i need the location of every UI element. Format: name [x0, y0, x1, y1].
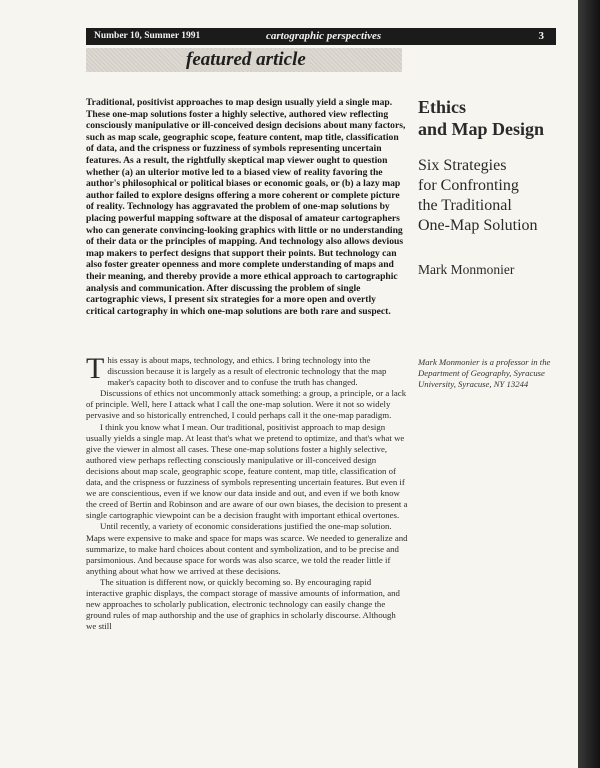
- subtitle-line: for Confronting: [418, 177, 519, 194]
- subtitle-line: One-Map Solution: [418, 217, 538, 234]
- scan-edge-shadow: [578, 0, 600, 768]
- drop-cap: T: [86, 352, 105, 385]
- title-line: Ethics: [418, 97, 467, 117]
- abstract: Traditional, positivist approaches to map design usually yield a single map. These one-map solutions foster a highly selective, authored view reflecting consciously manipulative or ill-conceived design decisions about many factors, such as map scale, geographic scope, feature content, map title, classification of data, and the crispness or fuzziness of symbols representing uncertain features. As a result, the rightfully skeptical map viewer ought to question whether (a) an ulterior motive led to a biased view of reality favoring the author's philosophical or political biases or economic goals, or (b) a lazy map author failed to explore designs offering a more coherent or complete picture of reality. Technology has aggravated the problem of one-map solutions by placing powerful mapping software at the disposal of amateur cartographers who can generate convincing-looking graphics with little or no understanding of their data or the principles of mapping. And technology also allows devious map makers to perfect designs that support their points. But technology can also foster greater openness and more complete understanding of maps and their meaning, and thereby provide a more ethical approach to cartographic analysis and communication. After discussing the problem of single cartographic views, I present six strategies for a more open and overtly critical cartography in which one-map solutions are both rare and suspect.: [86, 97, 406, 317]
- paragraph: The situation is different now, or quickly becoming so. By encouraging rapid interactive graphic displays, the compact storage of massive amounts of information, and new approaches to scholarly publication, electronic technology can easily change the ground rules of map authorship and the use of graphics in scholarly discourse. Although we still: [86, 576, 400, 632]
- paragraph: Until recently, a variety of economic considerations justified the one-map solution. Maps were expensive to make and space for maps was scarce. We needed to generalize and summarize, to make hard choices about content and symbolization, and to be precise and parsimonious. And because space for words was also scarce, we told the reader little if anything about what how we arrived at these decisions.: [86, 521, 408, 576]
- subtitle-line: the Traditional: [418, 197, 512, 214]
- article-body: [86, 352, 408, 632]
- page-number: 3: [538, 30, 544, 42]
- article-subtitle: [418, 156, 578, 236]
- paragraph: Discussions of ethics not uncommonly attack something: a group, a principle, or a lack of principle. Well, here I attack what I call the one-map solution. Were it not so widely pervasive and so historically entrenched, I could perhaps call it the one-map paradigm.: [86, 388, 407, 421]
- subtitle-line: Six Strategies: [418, 157, 507, 174]
- author-affiliation: [418, 357, 580, 390]
- affiliation-line: Mark Monmonier is a professor in the: [418, 357, 551, 367]
- issue-label: Number 10, Summer 1991: [94, 31, 201, 41]
- running-header: [86, 28, 556, 45]
- article-title: [418, 96, 578, 140]
- author-name: Mark Monmonier: [418, 262, 515, 277]
- section-label: featured article: [182, 49, 310, 71]
- paragraph: I think you know what I mean. Our traditional, positivist approach to map design usually yields a single map. At least that's what we pretend to optimize, and that's what we give the viewer in almost all cases. These one-map solutions foster a highly selective, authored view perhaps reflecting consciously manipulative or ill-conceived design decisions about map scale, geographic scope, feature content, map title, classification of data, and the crispness or fuzziness of symbols representing uncertain features. But even if we are conscientious, even if we know our data inside and out, and even if we both know the creed of Bertin and Robinson and are aware of our own biases, the decision to present a single cartographic viewpoint can be a decision fraught with important ethical overtones.: [86, 421, 408, 521]
- title-line: and Map Design: [418, 119, 545, 139]
- magazine-title: cartographic perspectives: [266, 30, 382, 42]
- affiliation-line: University, Syracuse, NY 13244: [418, 379, 529, 389]
- title-block: [418, 96, 578, 278]
- paragraph: [86, 352, 408, 388]
- paragraph-text: his essay is about maps, technology, and ethics. I bring technology into the discussion because it is largely as a result of electronic technology that the map maker's capacity both to discover and to confuse the truth has changed.: [107, 355, 387, 388]
- affiliation-line: Department of Geography, Syracuse: [418, 368, 545, 378]
- section-banner: [86, 48, 402, 72]
